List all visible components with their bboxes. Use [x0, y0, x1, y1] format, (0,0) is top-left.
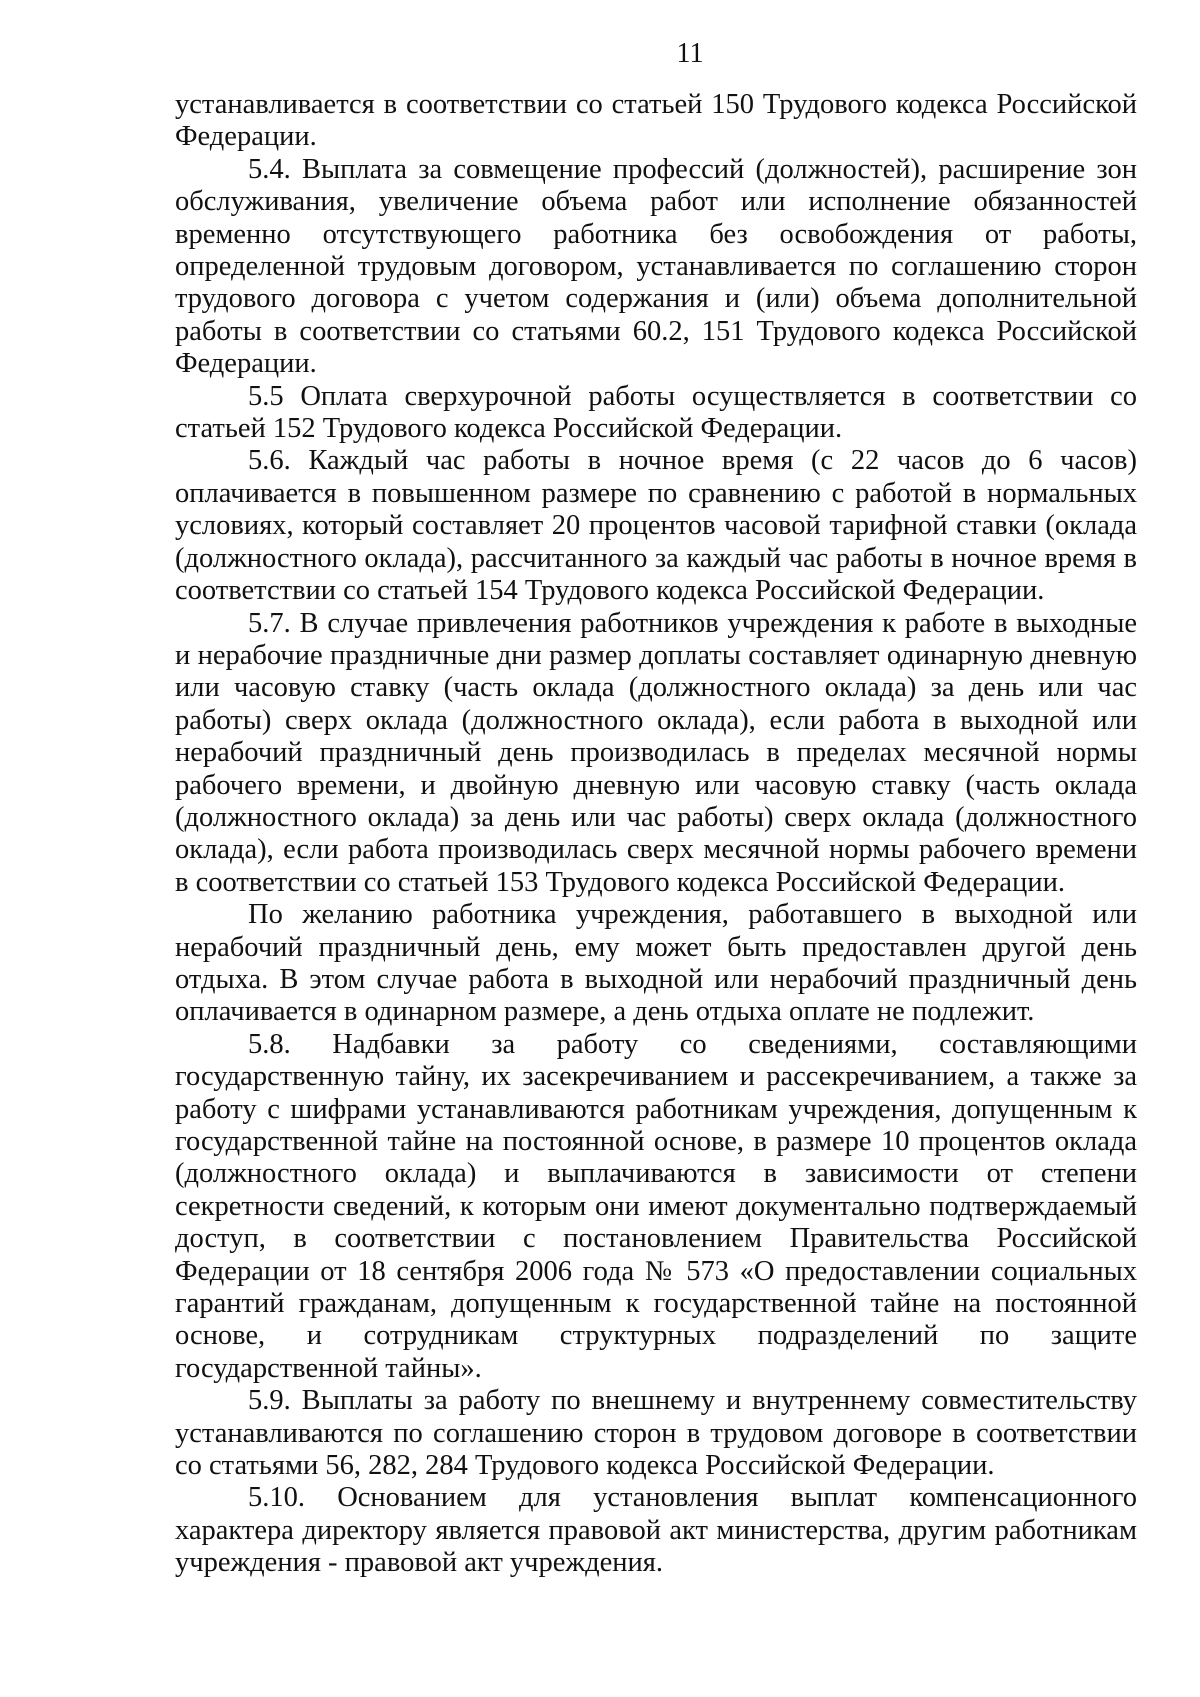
document-body: [175, 89, 1137, 1580]
page-number: 11: [676, 38, 704, 69]
paragraph-5-5: 5.5 Оплата сверхурочной работы осуществляется в соответствии со статьей 152 Трудового кодекса Российской Федерации.: [175, 380, 1137, 445]
paragraph-5-10: 5.10. Основанием для установления выплат компенсационного характера директору является правовой акт министерства, другим работникам учреждения - правовой акт учреждения.: [175, 1482, 1137, 1579]
paragraph-5-4: 5.4. Выплата за совмещение профессий (должностей), расширение зон обслуживания, увеличение объема работ или исполнение обязанностей временно отсутствующего работника без освобождения от работы, определенной трудовым договором, устанавливается по соглашению сторон трудового договора с учетом содержания и (или) объема дополнительной работы в соответствии со статьями 60.2, 151 Трудового кодекса Российской Федерации.: [175, 153, 1137, 380]
paragraph-5-7: 5.7. В случае привлечения работников учреждения к работе в выходные и нерабочие праздничные дни размер доплаты составляет одинарную дневную или часовую ставку (часть оклада (должностного оклада) за день или час работы) сверх оклада (должностного оклада), если работа в выходной или нерабочий праздничный день производилась в пределах месячной нормы рабочего времени, и двойную дневную или часовую ставку (часть оклада (должностного оклада) за день или час работы) сверх оклада (должностного оклада), если работа производилась сверх месячной нормы рабочего времени в соответствии со статьей 153 Трудового кодекса Российской Федерации.: [175, 607, 1137, 898]
paragraph-continuation: устанавливается в соответствии со статьей 150 Трудового кодекса Российской Федерации.: [175, 89, 1137, 153]
paragraph-5-9: 5.9. Выплаты за работу по внешнему и внутреннему совместительству устанавливаются по соглашению сторон в трудовом договоре в соответствии со статьями 56, 282, 284 Трудового кодекса Российской Федерации.: [175, 1385, 1137, 1482]
paragraph-5-7-note: По желанию работника учреждения, работавшего в выходной или нерабочий праздничный день, ему может быть предоставлен другой день отдыха. В этом случае работа в выходной или нерабочий праздничный день оплачивается в одинарном размере, а день отдыха оплате не подлежит.: [175, 899, 1137, 1028]
paragraph-5-8: 5.8. Надбавки за работу со сведениями, составляющими государственную тайну, их засекречиванием и рассекречиванием, а также за работу с шифрами устанавливаются работникам учреждения, допущенным к государственной тайне на постоянной основе, в размере 10 процентов оклада (должностного оклада) и выплачиваются в зависимости от степени секретности сведений, к которым они имеют документально подтверждаемый доступ, в соответствии с постановлением Правительства Российской Федерации от 18 сентября 2006 года № 573 «О предоставлении социальных гарантий гражданам, допущенным к государственной тайне на постоянной основе, и сотрудникам структурных подразделений по защите государственной тайны».: [175, 1028, 1137, 1384]
paragraph-5-6: 5.6. Каждый час работы в ночное время (с 22 часов до 6 часов) оплачивается в повышенном размере по сравнению с работой в нормальных условиях, который составляет 20 процентов часовой тарифной ставки (оклада (должностного оклада), рассчитанного за каждый час работы в ночное время в соответствии со статьей 154 Трудового кодекса Российской Федерации.: [175, 445, 1137, 607]
